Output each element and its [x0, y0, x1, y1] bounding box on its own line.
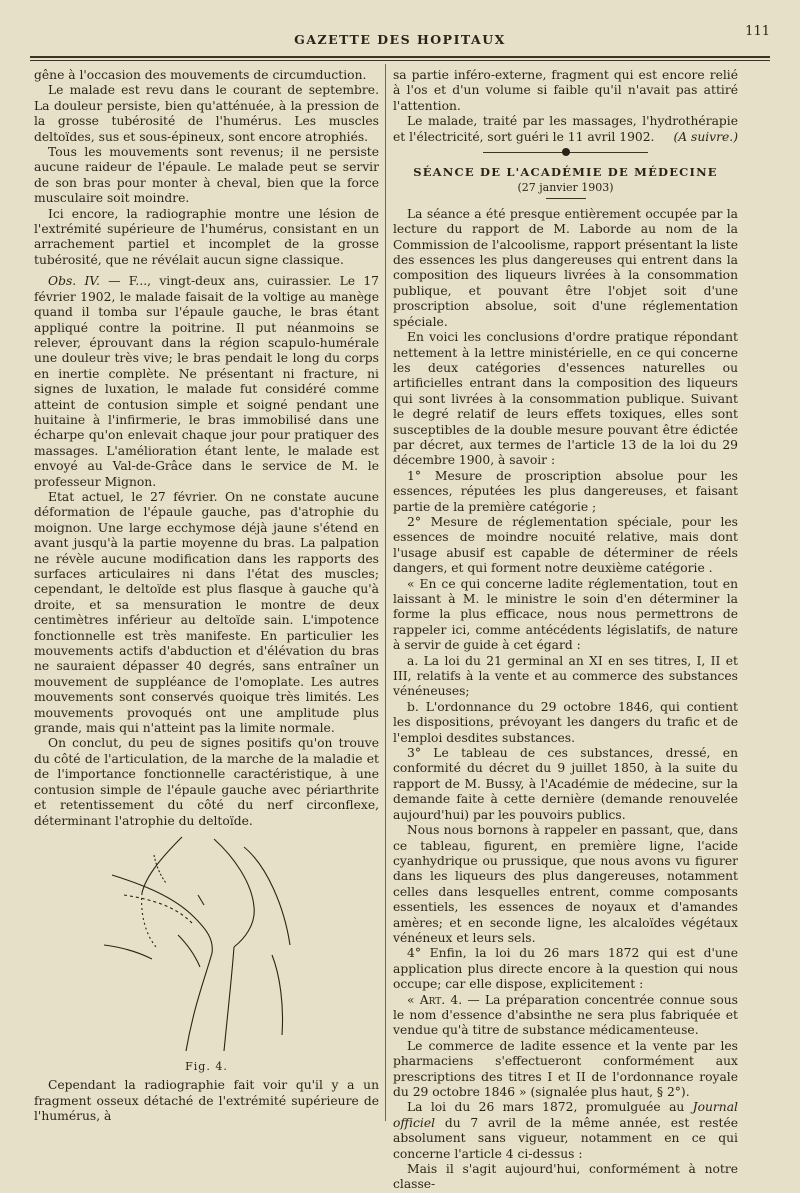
paragraph: gêne à l'occasion des mouvements de circumduction.: [34, 68, 367, 82]
paragraph: Etat actuel, le 27 février. On ne constate aucune déformation de l'épaule gauche, pas d'atrophie du moignon. Une large ecchymose déjà jaune s'étend en avant jusqu'à la partie moyenne du bras. La palpation ne révèle aucune modification dans les rapports des surfaces articulaires ni dans l'état des muscles; cependant, le deltoïde est plus flasque à gauche qu'à droite, et sa mensuration le montre de deux centimètres inférieur au deltoïde sain. L'impotence fonctionnelle est très manifeste. En particulier les mouvements actifs d'abduction et d'élévation du bras ne sauraient dépasser 40 degrés, sans entraîner un mouvement de suppléance de l'omoplate. Les autres mouvements sont conservés quoique très limités. Les mouvements provoqués ont une amplitude plus grande, mais qui n'atteint pas la limite normale.: [34, 489, 379, 736]
figure-caption: Fig. 4.: [185, 1059, 228, 1073]
paragraph: 4° Enfin, la loi du 26 mars 1872 qui est d'une application plus directe encore à la question qui nous occupe; car elle dispose, explicitement :: [393, 946, 738, 992]
separator-ornament: [562, 148, 570, 156]
paragraph: Mais il s'agit aujourd'hui, conformément à notre classe-: [393, 1162, 738, 1192]
column-divider: [385, 64, 386, 1121]
paragraph: Le malade est revu dans le courant de septembre. La douleur persiste, bien qu'atténuée, à la pression de la grosse tubérosité de l'humérus. Les muscles deltoïdes, sus et sous-épineux, sont encore atrophiés.: [34, 83, 379, 144]
paragraph-text: du 7 avril de la même année, est restée absolument sans vigueur, notamment en ce qui concerne l'article 4 ci-dessus :: [393, 1115, 738, 1161]
paragraph: En voici les conclusions d'ordre pratique répondant nettement à la lettre ministérielle, en ce qui concerne les deux catégories d'essences naturelles ou artificielles entrant dans la composition des liqueurs qui sont livrées à la consommation publique. Suivant le degré relatif de leurs effets toxiques, elles sont susceptibles de la double mesure pouvant être édictée par décret, aux termes de l'article 13 de la loi du 29 décembre 1900, à savoir :: [393, 330, 738, 468]
paragraph: Nous nous bornons à rappeler en passant, que, dans ce tableau, figurent, en première ligne, l'acide cyanhydrique ou prussique, que nous avons vu figurer dans les liqueurs des plus dangereuses, notamment celles dans lesquelles entrent, comme composants essentiels, les essences de noyaux et d'amandes amères; et en seconde ligne, les alcaloïdes végétaux vénéneux et leurs sels.: [393, 823, 738, 945]
humerus-sketch-drawing: [94, 835, 304, 1053]
journal-title: Journal officiel: [393, 1100, 738, 1130]
article-text: — La préparation concentrée connue sous le nom d'essence d'absinthe ne sera plus fabriquée et vendue qu'à titre de substance médicamenteuse.: [393, 992, 738, 1038]
paragraph: 1° Mesure de proscription absolue pour les essences, réputées les plus dangereuses, et faisant partie de la première catégorie ;: [393, 468, 738, 514]
paragraph: Tous les mouvements sont revenus; il ne persiste aucune raideur de l'épaule. Le malade peut se servir de son bras pour monter à cheval, bien que la force musculaire soit moindre.: [34, 145, 379, 206]
observation-label: Obs. IV.: [48, 274, 100, 289]
page-header: [30, 24, 770, 52]
figure-radiograph-sketch: [34, 835, 379, 1057]
running-title: GAZETTE DES HOPITAUX: [294, 32, 506, 47]
paragraph: 2° Mesure de réglementation spéciale, pour les essences de moindre nocuité relative, mais dont l'usage abusif est capable de déterminer de réels dangers, et qui forment notre deuxième catégorie .: [393, 514, 738, 576]
paragraph: b. L'ordonnance du 29 octobre 1846, qui contient les dispositions, prévoyant les dangers du trafic et de l'emploi desdites substances.: [393, 699, 738, 745]
paragraph-text: Le malade, traité par les massages, l'hydrothérapie et l'électricité, sort guéri le 11 avril 1902.: [393, 114, 738, 144]
left-column: [34, 68, 379, 1124]
paragraph: On conclut, du peu de signes positifs qu'on trouve du côté de l'articulation, de la marche de la maladie et de l'importance fonctionnelle caractéristique, à une contusion simple de l'épaule gauche avec périarthrite et retentissement du côté du nerf circonflexe, déterminant l'atrophie du deltoïde.: [34, 736, 379, 828]
paragraph: Cependant la radiographie fait voir qu'il y a un fragment osseux détaché de l'extrémité supérieure de l'humérus, à: [34, 1078, 379, 1124]
paragraph: « En ce qui concerne ladite réglementation, tout en laissant à M. le ministre le soin d'en déterminer la forme la plus efficace, nous nous permettrons de rappeler ici, comme antécédents législatifs, de nature à servir de guide à cet égard :: [393, 576, 738, 653]
article-paragraph: [393, 993, 738, 1039]
paragraph: Le commerce de ladite essence et la vente par les pharmaciens s'effectueront conformément aux prescriptions des titres I et II de l'ordonnance royale du 29 octobre 1846 » (signalée plus haut, § 2°).: [393, 1038, 738, 1099]
paragraph: a. La loi du 21 germinal an XI en ses titres, I, II et III, relatifs à la vente et au commerce des substances vénéneuses;: [393, 653, 738, 699]
section-date: (27 janvier 1903): [517, 181, 614, 195]
header-rule-thin: [30, 60, 770, 61]
title-rule: [546, 198, 586, 199]
paragraph: [393, 1100, 738, 1162]
observation-text: — F..., vingt-deux ans, cuirassier. Le 17 février 1902, le malade faisait de la voltige au manège quand il tomba sur l'épaule gauche, le bras étant appliqué contre la poitrine. Il put néanmoins se relever, éprouvant dans la région scapulo-humérale une douleur très vive; le bras pendait le long du corps en inertie complète. Ne présentant ni fracture, ni signes de luxation, le malade fut considéré comme atteint de contusion simple et soigné pendant une huitaine à l'infirmerie, le bras immobilisé dans une écharpe qu'on enlevait chaque jour pour pratiquer des massages. L'amélioration étant lente, le malade est envoyé au Val-de-Grâce dans le service de M. le professeur Mignon.: [34, 274, 379, 489]
a-suivre-note: (A suivre.): [673, 129, 738, 144]
paragraph: [393, 114, 738, 145]
paragraph: La séance a été presque entièrement occupée par la lecture du rapport de M. Laborde au nom de la Commission de l'alcoolisme, rapport présentant la liste des essences les plus dangereuses qui entrent dans la composition des liqueurs livrées à la consommation publique, et pouvant être l'objet soit d'une proscription absolue, soit d'une réglementation spéciale.: [393, 206, 738, 329]
right-column: [393, 68, 738, 1192]
article-label: « Art. 4.: [407, 992, 463, 1007]
header-rule: [30, 56, 770, 58]
paragraph: Ici encore, la radiographie montre une lésion de l'extrémité supérieure de l'humérus, consistant en un arrachement partiel et incomplet de la grosse tubérosité, que ne révélait aucun signe classique.: [34, 206, 379, 267]
section-title: SÉANCE DE L'ACADÉMIE DE MÉDECINE: [413, 165, 718, 180]
paragraph: sa partie inféro-externe, fragment qui est encore relié à l'os et d'un volume si faible qu'il n'avait pas attiré l'attention.: [393, 68, 738, 113]
observation-paragraph: [34, 274, 379, 490]
page-number: 111: [745, 24, 770, 39]
paragraph-text: La loi du 26 mars 1872, promulguée au: [407, 1100, 693, 1115]
section-separator: [393, 147, 738, 157]
paragraph: 3° Le tableau de ces substances, dressé, en conformité du décret du 9 juillet 1850, à la suite du rapport de M. Bussy, à l'Académie de médecine, sur la demande faite à cette dernière (demande renouvelée aujourd'hui) par les pouvoirs publics.: [393, 746, 738, 822]
